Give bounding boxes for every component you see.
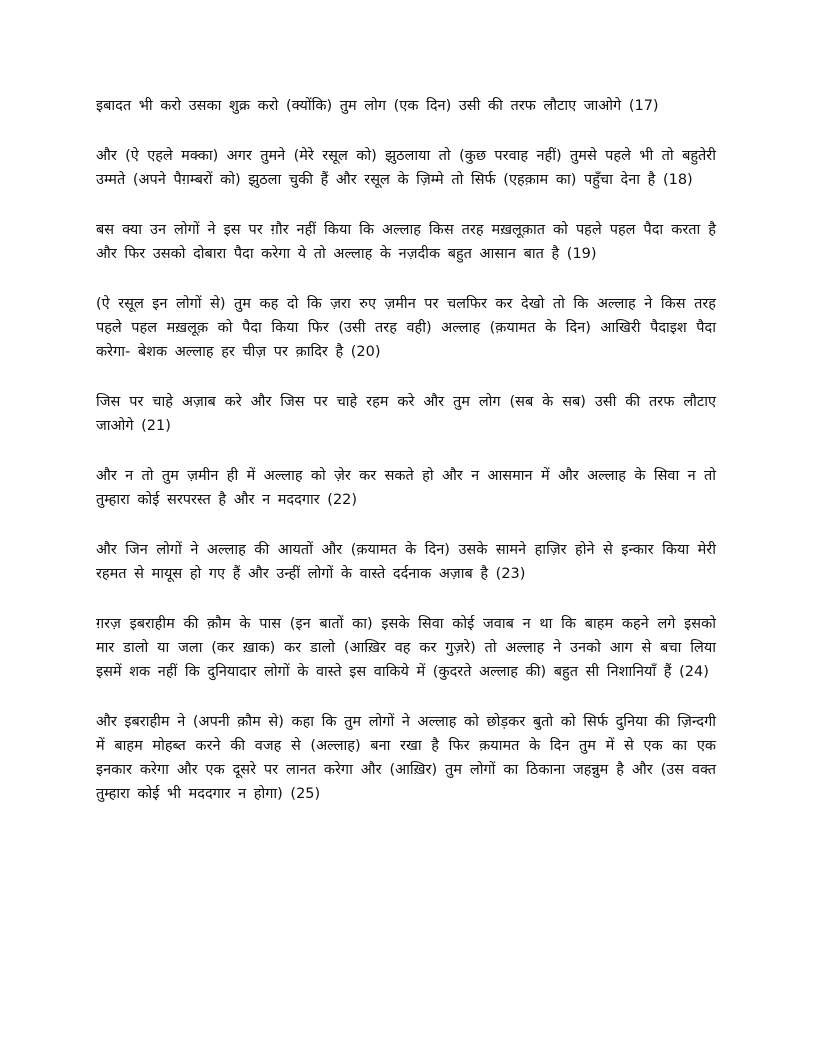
verse-20 [96,292,716,364]
verse-23 [96,538,716,586]
verse-text: और (ऐ एहले मक्का) अगर तुमने (मेरे रसूल को) झुठलाया तो (कुछ परवाह नहीं) तुमसे पहले भी तो बहुतेरी उम्मते (अपने पैग़म्बरों को) झुठला चुकी हैं और रसूल के ज़िम्मे तो सिर्फ (एहक़ाम का) पहुँचा देना है [96,148,716,188]
verse-number: (24) [679,664,709,680]
verse-24 [96,612,716,684]
document-page [96,94,716,832]
verse-text: ग़रज़ इबराहीम की क़ौम के पास (इन बातों का) इसके सिवा कोई जवाब न था कि बाहम कहने लगे इसको मार डालो या जला (कर ख़ाक) कर डालो (आख़िर वह कर गुज़रे) तो अल्लाह ने उनको आग से बचा लिया इसमें शक नहीं कि दुनियादार लोगों के वास्ते इस वाकिये में (कुदरते अल्लाह की) बहुत सी निशानियाँ हैं [96,616,716,680]
verse-18 [96,144,716,192]
verse-number: (22) [327,492,358,508]
verse-25 [96,710,716,806]
verse-text: (ऐ रसूल इन लोगों से) तुम कह दो कि ज़रा रुए ज़मीन पर चलफिर कर देखो तो कि अल्लाह ने किस तरह पहले पहल मख़लूक़ को पैदा किया फिर (उसी तरह वही) अल्लाह (क़यामत के दिन) आखिरी पैदाइश पैदा करेगा- बेशक अल्लाह हर चीज़ पर क़ादिर है [96,296,716,360]
verse-number: (19) [566,246,597,262]
verse-number: (21) [141,418,171,434]
verse-21 [96,390,716,438]
verse-text: इबादत भी करो उसका शुक्र करो (क्योंकि) तुम लोग (एक दिन) उसी की तरफ लौटाए जाओगे [96,98,622,114]
verse-text: और इबराहीम ने (अपनी क़ौम से) कहा कि तुम लोगों ने अल्लाह को छोड़कर बुतो को सिर्फ दुनिया की ज़िन्दगी में बाहम मोहब्त करने की वजह से (अल्लाह) बना रखा है फिर क़यामत के दिन तुम में से एक का एक इनकार करेगा और एक दूसरे पर लानत करेगा और (आख़िर) तुम लोगों का ठिकाना जहन्नुम है और (उस वक्त तुम्हारा कोई भी मददगार न होगा) [96,714,717,802]
verse-17 [96,94,716,118]
verse-text: बस क्या उन लोगों ने इस पर ग़ौर नहीं किया कि अल्लाह किस तरह मख़लूक़ात को पहले पहल पैदा करता है और फिर उसको दोबारा पैदा करेगा ये तो अल्लाह के नज़दीक बहुत आसान बात है [96,222,716,262]
verse-19 [96,218,716,266]
verse-text: जिस पर चाहे अज़ाब करे और जिस पर चाहे रहम करे और तुम लोग (सब के सब) उसी की तरफ लौटाए जाओगे [96,394,716,434]
verse-22 [96,464,716,512]
verse-text: और न तो तुम ज़मीन ही में अल्लाह को ज़ेर कर सकते हो और न आसमान में और अल्लाह के सिवा न तो तुम्हारा कोई सरपरस्त है और न मददगार [96,468,716,508]
verse-text: और जिन लोगों ने अल्लाह की आयतों और (क़यामत के दिन) उसके सामने हाज़िर होने से इन्कार किया मेरी रहमत से मायूस हो गए हैं और उन्हीं लोगों के वास्ते दर्दनाक अज़ाब है [96,542,716,582]
verse-number: (23) [495,566,526,582]
verse-number: (17) [628,98,659,114]
verse-number: (25) [290,786,321,802]
verse-number: (20) [350,344,381,360]
verse-number: (18) [662,172,693,188]
